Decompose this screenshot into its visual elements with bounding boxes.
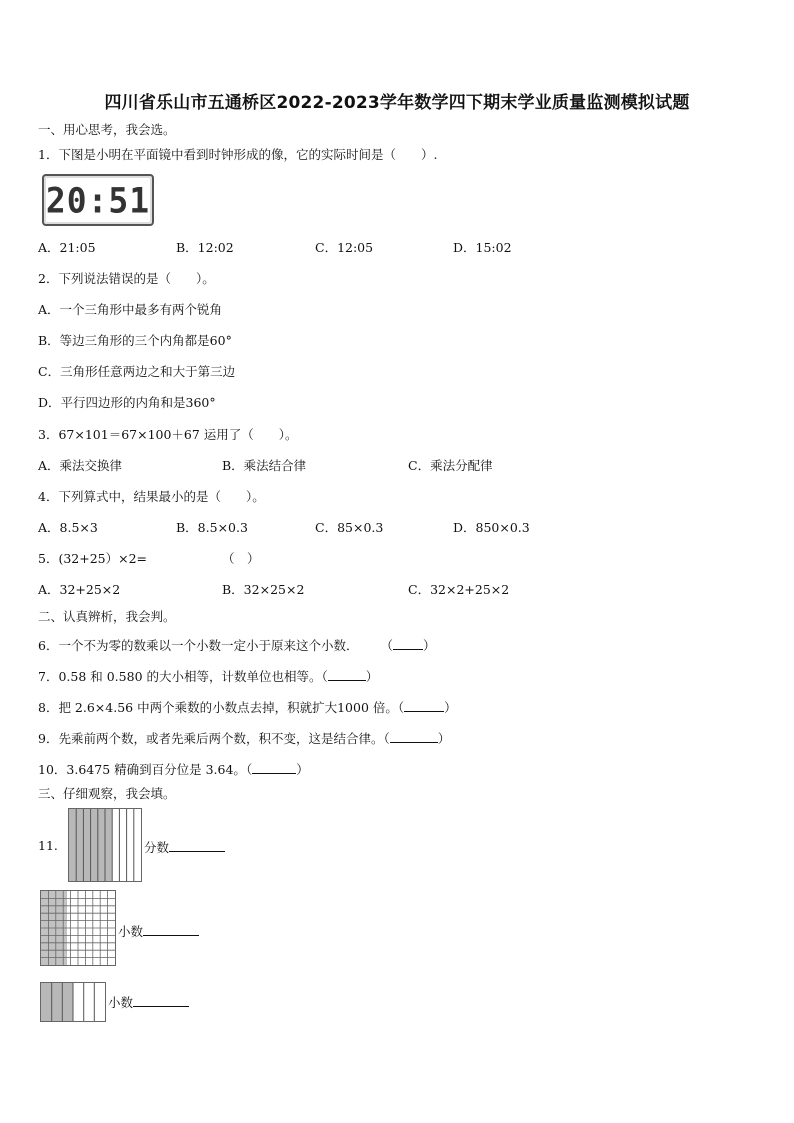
question-1-text: 1．下图是小明在平面镜中看到时钟形成的像，它的实际时间是（ ）. — [38, 147, 438, 162]
q2-option-c: C．三角形任意两边之和大于第三边 — [38, 364, 236, 379]
q6-open-paren: （ — [380, 638, 393, 653]
q1-option-d: D．15:02 — [453, 240, 512, 255]
fig3-decimal-answer — [108, 993, 189, 1011]
question-11-number: 11. — [38, 838, 58, 853]
clock-digits: 20:51 — [45, 179, 151, 221]
q2-option-d: D．平行四边形的内角和是360° — [38, 395, 216, 410]
q8-open-paren: （ — [397, 700, 405, 715]
fraction-figure-stripes — [68, 808, 142, 882]
q4-option-a: A．8.5×3 — [38, 520, 98, 535]
q3-option-c: C．乘法分配律 — [408, 458, 493, 473]
q6-close-paren: ） — [422, 638, 436, 653]
decimal-figure-hundred-grid — [40, 890, 116, 966]
fig3-answer-blank[interactable] — [133, 993, 189, 1007]
q6-answer-blank[interactable] — [393, 636, 423, 650]
fig3-shaded-area — [41, 983, 73, 1021]
digital-clock-image — [42, 174, 154, 226]
section-heading-2: 二、认真辨析，我会判。 — [38, 609, 176, 624]
q8-answer-blank[interactable] — [404, 698, 444, 712]
question-6 — [38, 636, 436, 654]
q4-option-b: B．8.5×0.3 — [176, 520, 248, 535]
q2-option-b: B．等边三角形的三个内角都是60° — [38, 333, 232, 348]
fig3-label: 小数 — [108, 995, 134, 1010]
q3-option-a: A．乘法交换律 — [38, 458, 123, 473]
q5-option-b: B．32×25×2 — [222, 582, 305, 597]
q4-option-d: D．850×0.3 — [453, 520, 530, 535]
question-8-text: 8．把 2.6×4.56 中两个乘数的小数点去掉，积就扩大1000 倍。 — [38, 700, 398, 715]
q9-open-paren: （ — [383, 731, 390, 746]
question-10 — [38, 760, 309, 778]
q9-answer-blank[interactable] — [390, 729, 438, 743]
fig1-label: 分数 — [144, 840, 170, 855]
q3-option-b: B．乘法结合律 — [222, 458, 307, 473]
fig2-decimal-answer — [118, 922, 199, 940]
section-heading-3: 三、仔细观察，我会填。 — [38, 786, 176, 801]
question-9 — [38, 729, 450, 747]
question-2-text: 2．下列说法错误的是（ ）。 — [38, 271, 215, 286]
fig1-answer-blank[interactable] — [169, 838, 225, 852]
section-heading-1: 一、用心思考，我会选。 — [38, 122, 176, 137]
fig2-label: 小数 — [118, 924, 144, 939]
q4-option-c: C．85×0.3 — [315, 520, 384, 535]
q8-close-paren: ） — [444, 700, 457, 715]
question-7 — [38, 667, 378, 685]
q5-option-a: A．32+25×2 — [38, 582, 121, 597]
q1-option-c: C．12:05 — [315, 240, 374, 255]
question-6-text: 6．一个不为零的数乘以一个小数一定小于原来这个小数． — [38, 638, 359, 653]
question-9-text: 9．先乘前两个数，或者先乘后两个数，积不变，这是结合律。 — [38, 731, 384, 746]
q7-close-paren: ） — [365, 669, 379, 684]
question-3-text: 3．67×101＝67×100＋67 运用了（ ）。 — [38, 427, 298, 442]
question-7-text: 7．0.58 和 0.580 的大小相等，计数单位也相等。 — [38, 669, 322, 684]
q10-close-paren: ） — [296, 762, 309, 777]
fig2-answer-blank[interactable] — [143, 922, 199, 936]
question-10-text: 10．3.6475 精确到百分位是 3.64。 — [38, 762, 246, 777]
q5-option-c: C．32×2+25×2 — [408, 582, 510, 597]
q1-option-a: A．21:05 — [38, 240, 96, 255]
question-4-text: 4．下列算式中，结果最小的是（ ）。 — [38, 489, 265, 504]
decimal-figure-strip — [40, 982, 106, 1022]
fig1-stripes — [69, 809, 134, 881]
question-8 — [38, 698, 457, 716]
q7-open-paren: （ — [321, 669, 328, 684]
q9-close-paren: ） — [437, 731, 451, 746]
q10-answer-blank[interactable] — [252, 760, 296, 774]
q7-answer-blank[interactable] — [328, 667, 366, 681]
page-title: 四川省乐山市五通桥区2022-2023学年数学四下期末学业质量监测模拟试题 — [104, 93, 690, 113]
q1-option-b: B．12:02 — [176, 240, 234, 255]
q10-open-paren: （ — [245, 762, 253, 777]
question-5-text: 5．(32+25）×2= — [38, 551, 148, 566]
q5-answer-paren: （ ） — [222, 551, 260, 566]
q2-option-a: A．一个三角形中最多有两个锐角 — [38, 302, 223, 317]
fig1-fraction-answer — [144, 838, 225, 856]
